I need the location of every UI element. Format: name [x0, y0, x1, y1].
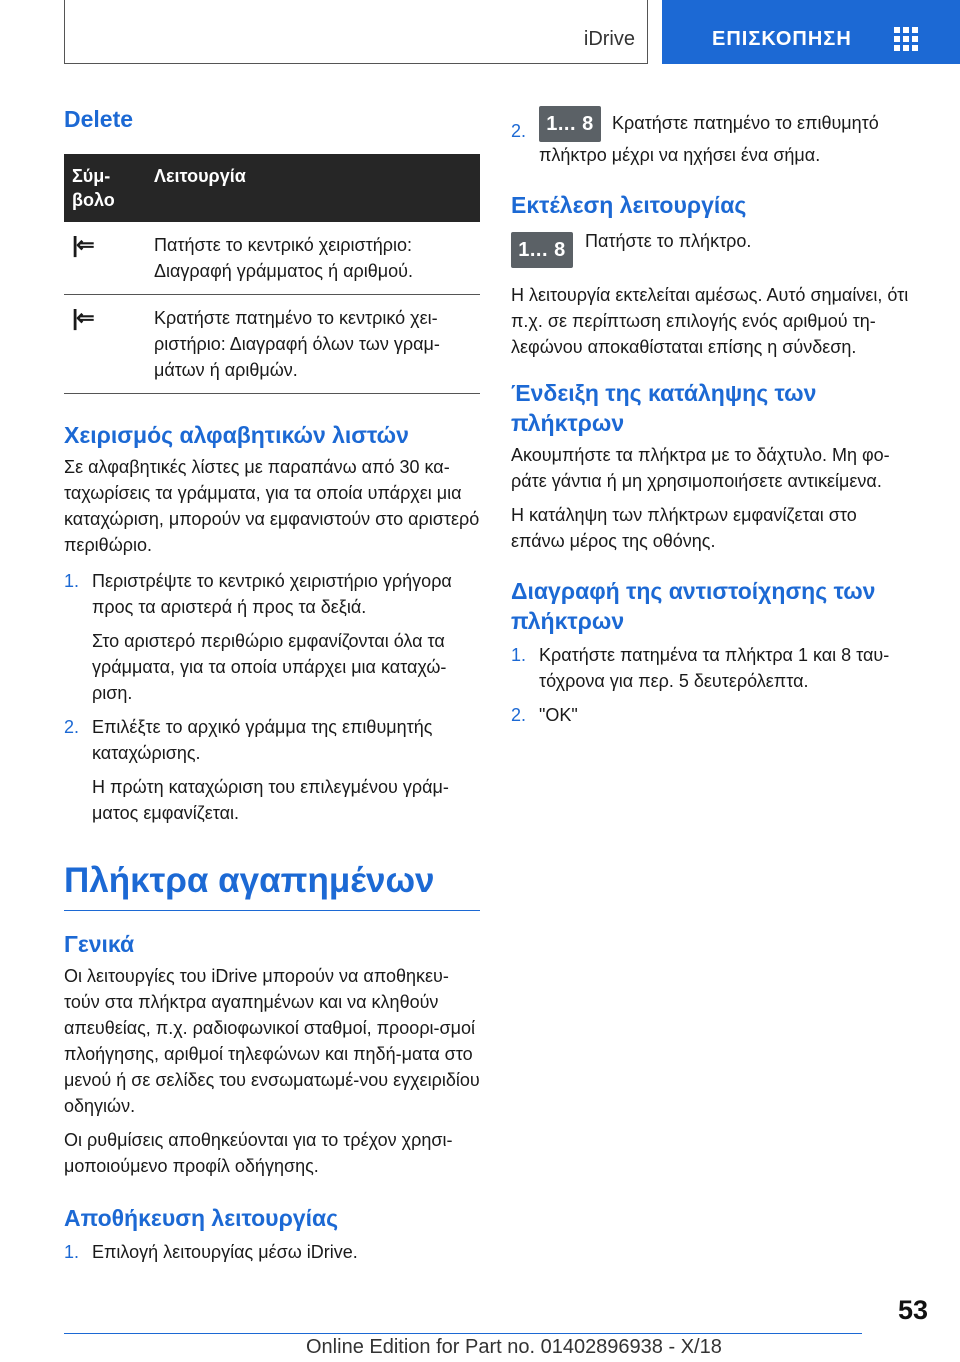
table-row	[64, 222, 480, 295]
delete-assignment-heading: Διαγραφή της αντιστοίχησης των πλήκτρων	[511, 578, 876, 634]
key-assignment-paragraph-1: Ακουμπήστε τα πλήκτρα με το δάχτυλο. Μη φο-ράτε γάντια ή μη χρησιμοποιήσετε αντικείμενα.	[511, 445, 890, 491]
step-text: "OK"	[539, 705, 578, 725]
list-item	[64, 1239, 480, 1265]
table-header-function: Λειτουργία	[146, 154, 480, 222]
favorite-keys-image: 1... 8	[539, 106, 601, 142]
list-item	[511, 702, 911, 728]
list-item	[511, 106, 911, 168]
save-function-heading: Αποθήκευση λειτουργίας	[64, 1205, 339, 1231]
step-number: 1.	[511, 645, 527, 665]
step-content	[539, 106, 911, 168]
favorites-heading: Πλήκτρα αγαπημένων	[64, 860, 480, 911]
grid-menu-icon[interactable]	[894, 27, 918, 51]
table-cell-text: Κρατήστε πατημένο το κεντρικό χει-ριστήριο: Διαγραφή όλων των γραμ-μάτων ή αριθμών.	[146, 295, 480, 394]
key-assignment-heading: Ένδειξη της κατάληψης των πλήκτρων	[511, 380, 817, 436]
favorite-keys-image: 1... 8	[511, 232, 573, 268]
list-item	[64, 714, 480, 826]
header-left-box	[64, 0, 648, 64]
table-row	[64, 295, 480, 394]
step-number: 1.	[64, 571, 80, 591]
alpha-lists-text: Σε αλφαβητικές λίστες με παραπάνω από 30 κα-ταχωρίσεις τα γράμματα, για τα οποία υπάρχει μια καταχώριση, μπορούν να εμφανιστούν στο αριστερό περιθώριο.	[64, 457, 480, 555]
step-text: Περιστρέψτε το κεντρικό χειριστήριο γρήγορα προς τα αριστερά ή προς τα δεξιά.	[92, 571, 452, 617]
step-number: 2.	[511, 705, 527, 725]
execute-paragraph: Η λειτουργία εκτελείται αμέσως. Αυτό σημαίνει, ότι π.χ. σε περίπτωση επιλογής ενός αριθμού τη-λεφώνου αποκαθίσταται επίσης η σύνδεση.	[511, 285, 909, 357]
list-item	[64, 568, 480, 706]
step-text: Επιλογή λειτουργίας μέσω iDrive.	[92, 1242, 358, 1262]
delete-heading: Delete	[64, 106, 134, 132]
delete-all-icon: |⇐	[72, 305, 93, 330]
step-subtext: Στο αριστερό περιθώριο εμφανίζονται όλα τα γράμματα, για τα οποία υπάρχει μια καταχώ-ριση.	[92, 631, 447, 703]
save-steps-continued	[511, 106, 911, 168]
function-table	[64, 154, 480, 394]
step-number: 2.	[511, 121, 527, 141]
step-subtext: Η πρώτη καταχώριση του επιλεγμένου γράμ-ματος εμφανίζεται.	[92, 777, 449, 823]
step-text: Επιλέξτε το αρχικό γράμμα της επιθυμητής καταχώρισης.	[92, 717, 433, 763]
table-header-symbol: Σύμ-βολο	[64, 154, 146, 222]
footer-divider	[64, 1333, 862, 1334]
delete-back-icon: |⇐	[72, 232, 93, 257]
list-item	[511, 642, 911, 694]
step-number: 1.	[64, 1242, 80, 1262]
execute-function-heading: Εκτέλεση λειτουργίας	[511, 192, 747, 218]
step-text: Κρατήστε πατημένα τα πλήκτρα 1 και 8 ταυ-τόχρονα για περ. 5 δευτερόλεπτα.	[539, 645, 890, 691]
execute-key-text: Πατήστε το πλήκτρο.	[585, 231, 752, 251]
step-text: Κρατήστε πατημένο το επιθυμητό πλήκτρο μέχρι να ηχήσει ένα σήμα.	[539, 112, 879, 165]
key-assignment-paragraph-2: Η κατάληψη των πλήκτρων εμφανίζεται στο επάνω μέρος της οθόνης.	[511, 505, 857, 551]
page-number: 53	[897, 1295, 928, 1325]
save-steps-list	[64, 1239, 480, 1265]
step-number: 2.	[64, 717, 80, 737]
general-paragraph-1: Οι λειτουργίες του iDrive μπορούν να αποθηκευ-τούν στα πλήκτρα αγαπημένων και να κληθούν απευθείας, π.χ. ραδιοφωνικοί σταθμοί, προορι-σμοί πλοήγησης, αριθμοί τηλεφώνων και πηδή-ματα στο μενού ή σε σελίδες του ενσωματωμέ-νου εγχειριδίου οδηγιών.	[64, 966, 480, 1116]
execute-key-row	[511, 232, 911, 268]
alpha-steps-list	[64, 568, 480, 826]
header-section-tab[interactable]	[662, 0, 960, 64]
delete-assignment-steps	[511, 642, 911, 728]
footer-edition: Online Edition for Part no. 01402896938 - X/18	[306, 1336, 722, 1358]
header-app-name: iDrive	[583, 28, 635, 50]
header-section-title: ΕΠΙΣΚΟΠΗΣΗ	[712, 28, 852, 50]
table-cell-text: Πατήστε το κεντρικό χειριστήριο: Διαγραφή γράμματος ή αριθμού.	[146, 222, 480, 295]
left-column	[64, 96, 480, 1273]
general-heading: Γενικά	[64, 931, 135, 957]
general-paragraph-2: Οι ρυθμίσεις αποθηκεύονται για το τρέχον χρησι-μοποιούμενο προφίλ οδήγησης.	[64, 1130, 453, 1176]
alpha-lists-heading: Χειρισμός αλφαβητικών λιστών	[64, 422, 409, 448]
right-column	[511, 106, 911, 736]
